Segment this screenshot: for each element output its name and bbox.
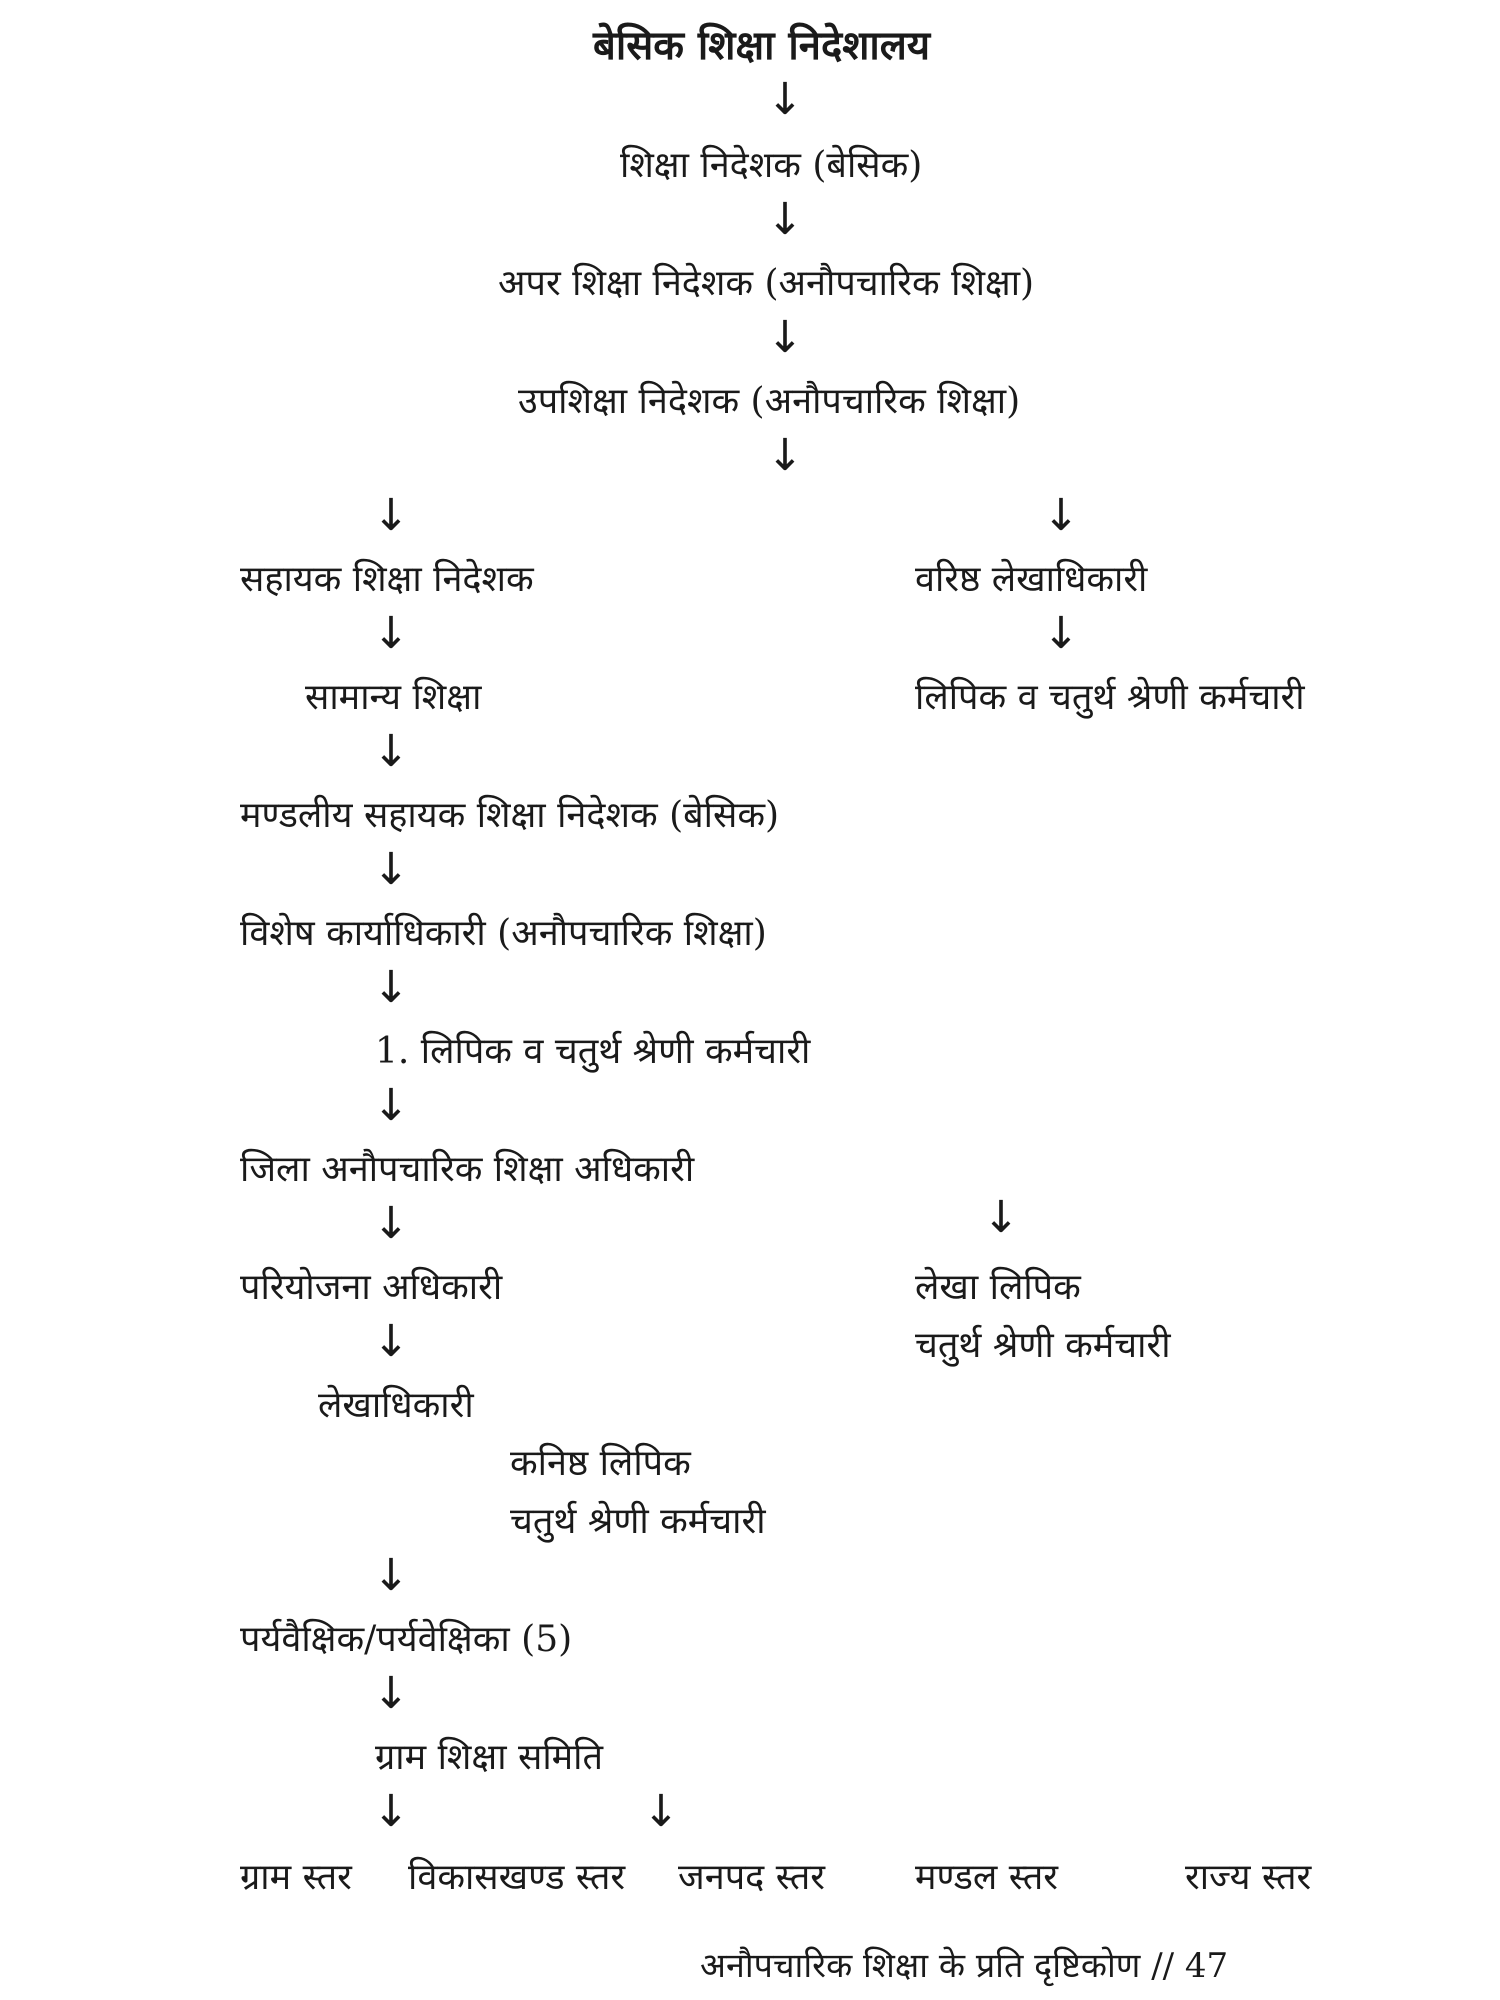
node-general-education: सामान्य शिक्षा [305, 677, 482, 718]
arrow-down-icon: ↓ [372, 962, 410, 1013]
chart-title: बेसिक शिक्षा निदेशालय [593, 22, 931, 69]
arrow-down-icon: ↓ [372, 1550, 410, 1601]
node-project-officer: परियोजना अधिकारी [240, 1267, 503, 1308]
node-class-four-right: चतुर्थ श्रेणी कर्मचारी [915, 1325, 1171, 1366]
arrow-down-icon: ↓ [766, 74, 804, 125]
arrow-down-icon: ↓ [1042, 608, 1080, 659]
node-assistant-director: सहायक शिक्षा निदेशक [240, 559, 534, 600]
node-special-officer: विशेष कार्याधिकारी (अनौपचारिक शिक्षा) [240, 913, 767, 954]
node-accounts-officer: लेखाधिकारी [318, 1385, 474, 1426]
node-deputy-director: उपशिक्षा निदेशक (अनौपचारिक शिक्षा) [518, 381, 1021, 422]
arrow-down-icon: ↓ [372, 490, 410, 541]
arrow-down-icon: ↓ [372, 1668, 410, 1719]
arrow-down-icon: ↓ [982, 1192, 1020, 1243]
node-senior-accounts-officer: वरिष्ठ लेखाधिकारी [915, 559, 1148, 600]
arrow-down-icon: ↓ [372, 1316, 410, 1367]
level-block: विकासखण्ड स्तर [408, 1857, 626, 1898]
node-divisional-assistant-director: मण्डलीय सहायक शिक्षा निदेशक (बेसिक) [240, 795, 780, 836]
page-footer: अनौपचारिक शिक्षा के प्रति दृष्टिकोण // 47 [700, 1946, 1229, 1986]
arrow-down-icon: ↓ [372, 726, 410, 777]
arrow-down-icon: ↓ [372, 608, 410, 659]
arrow-down-icon: ↓ [372, 1198, 410, 1249]
arrow-down-icon: ↓ [372, 844, 410, 895]
arrow-down-icon: ↓ [766, 312, 804, 363]
node-supervisor: पर्यवैक्षिक/पर्यवेक्षिका (5) [240, 1619, 573, 1660]
node-village-committee: ग्राम शिक्षा समिति [375, 1737, 604, 1778]
arrow-down-icon: ↓ [766, 194, 804, 245]
level-district: जनपद स्तर [678, 1857, 825, 1898]
node-class-four-center: चतुर्थ श्रेणी कर्मचारी [510, 1501, 766, 1542]
level-division: मण्डल स्तर [915, 1857, 1058, 1898]
level-village: ग्राम स्तर [240, 1857, 352, 1898]
arrow-down-icon: ↓ [372, 1786, 410, 1837]
arrow-down-icon: ↓ [766, 430, 804, 481]
node-accounts-clerk: लेखा लिपिक [915, 1267, 1081, 1308]
level-state: राज्य स्तर [1185, 1857, 1312, 1898]
node-director: शिक्षा निदेशक (बेसिक) [620, 145, 923, 186]
node-clerk-staff-right: लिपिक व चतुर्थ श्रेणी कर्मचारी [915, 677, 1305, 718]
node-junior-clerk: कनिष्ठ लिपिक [510, 1443, 691, 1484]
node-additional-director: अपर शिक्षा निदेशक (अनौपचारिक शिक्षा) [498, 263, 1035, 304]
arrow-down-icon: ↓ [642, 1786, 680, 1837]
arrow-down-icon: ↓ [372, 1080, 410, 1131]
node-clerk-staff-numbered: 1. लिपिक व चतुर्थ श्रेणी कर्मचारी [375, 1031, 811, 1072]
arrow-down-icon: ↓ [1042, 490, 1080, 541]
node-district-officer: जिला अनौपचारिक शिक्षा अधिकारी [240, 1149, 695, 1190]
